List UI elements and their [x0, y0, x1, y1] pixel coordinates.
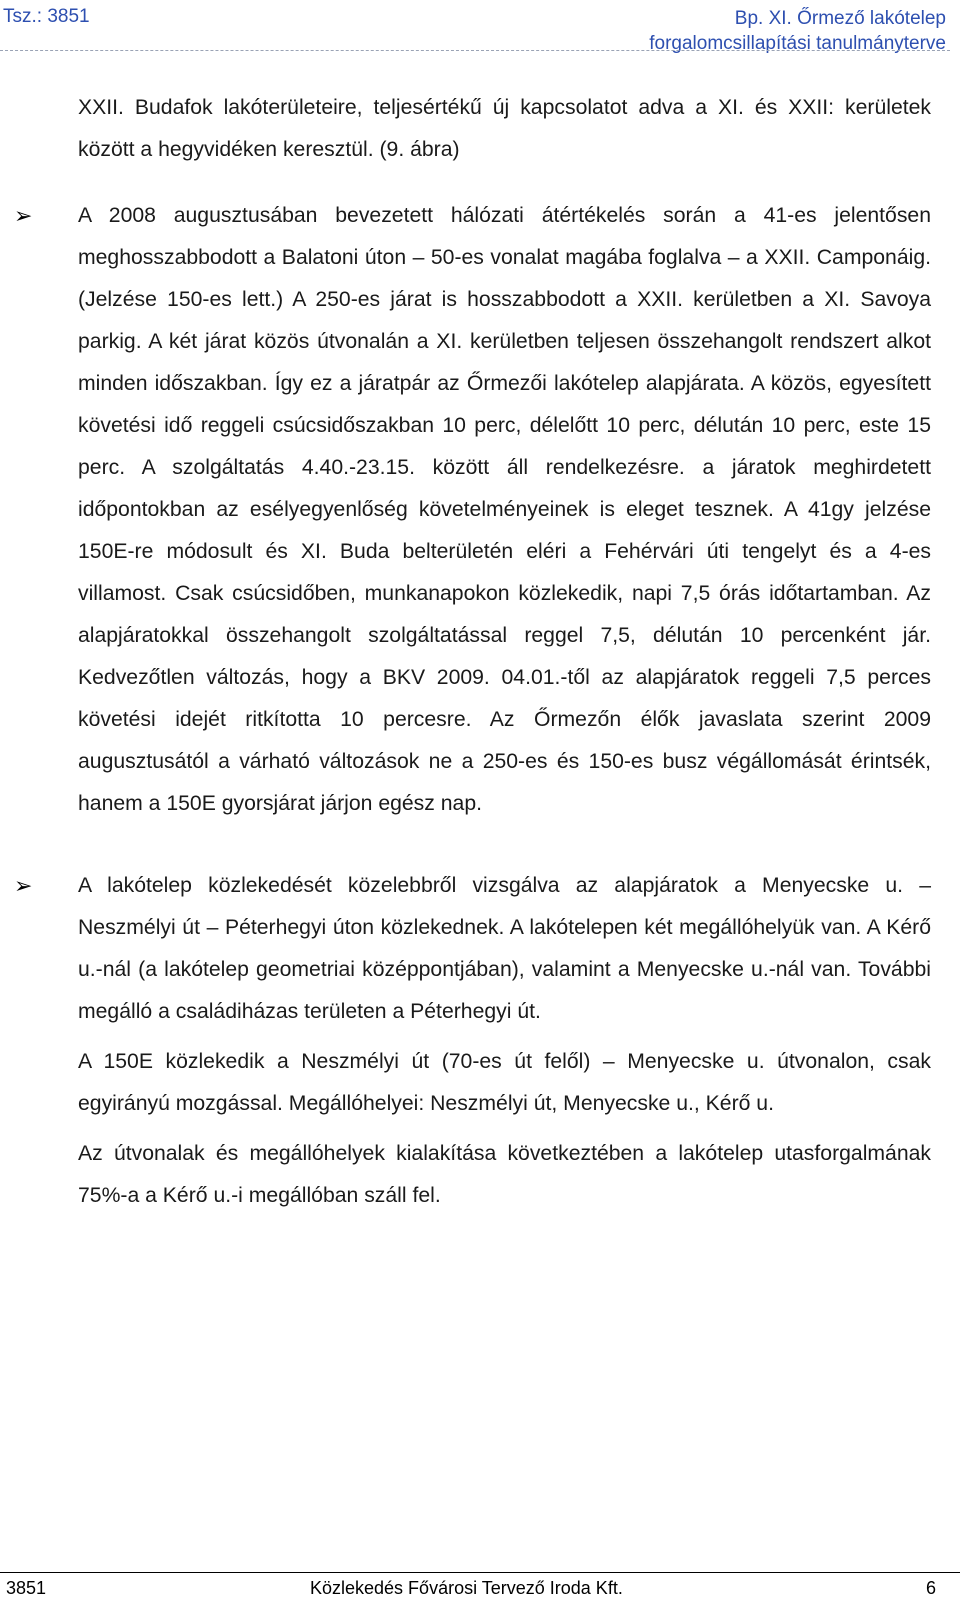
intro-paragraph: XXII. Budafok lakóterületeire, teljesértékű új kapcsolatot adva a XI. és XXII: kerületek között a hegyvidéken keresztül. (9. ábra) — [78, 96, 931, 161]
page-footer — [0, 1572, 960, 1604]
bullet-paragraph-2: A lakótelep közlekedését közelebbről vizsgálva az alapjáratok a Menyecske u. – Neszmélyi út – Péterhegyi úton közlekednek. A lakótelepen két megállóhelyük van. A Kérő u.-nál (a lakótelep geometriai középpontjában), valamint a Menyecske u.-nál van. További megálló a családiházas területen a Péterhegyi út. — [78, 874, 931, 1023]
document-title-line1: Bp. XI. Őrmező lakótelep — [734, 8, 946, 29]
arrow-bullet-icon: ➢ — [14, 873, 33, 898]
document-number: Tsz.: 3851 — [3, 6, 90, 27]
document-title — [649, 6, 946, 56]
bullet-item-2 — [14, 865, 931, 1033]
page-number: 6 — [925, 1578, 936, 1598]
paragraph-150e-route: A 150E közlekedik a Neszmélyi út (70-es út felől) – Menyecske u. útvonalon, csak egyirányú mozgással. Megállóhelyei: Neszmélyi út, Menyecske u., Kérő u. — [78, 1050, 931, 1115]
document-title-line2: forgalomcsillapítási tanulmányterve — [649, 33, 946, 54]
page-header — [0, 0, 960, 54]
footer-company-name: Közlekedés Fővárosi Tervező Iroda Kft. — [310, 1578, 623, 1598]
arrow-bullet-icon: ➢ — [14, 203, 33, 228]
bullet-item-1 — [14, 195, 931, 825]
page-body — [14, 87, 931, 1217]
bullet-paragraph-1: A 2008 augusztusában bevezetett hálózati átértékelés során a 41-es jelentősen meghosszabbodott a Balatoni úton – 50-es vonalat magába foglalva – a XXII. Camponáig. (Jelzése 150-es lett.) A 250-es járat is hosszabbodott a XXII. kerületben a XI. Savoya parkig. A két járat közös útvonalán a XI. kerületben teljesen összehangolt rendszert alkot minden időszakban. Így ez a járatpár az Őrmezői lakótelep alapjárata. A közös, egyesített követési idő reggeli csúcsidőszakban 10 perc, délelőtt 10 perc, délután 10 perc, este 15 perc. A szolgáltatás 4.40.-23.15. között áll rendelkezésre. a járatok meghirdetett időpontokban az esélyegyenlőség követelményeinek is eleget tesznek. A 41gy jelzése 150E-re módosult és XI. Buda belterületén eléri a Fehérvári úti tengelyt és a 4-es villamost. Csak csúcsidőben, munkanapokon közlekedik, napi 7,5 órás időtartamban. Az alapjáratokkal összehangolt szolgáltatással reggel 7,5, délután 10 percenként jár. Kedvezőtlen változás, hogy a BKV 2009. 04.01.-től az alapjáratok reggeli 7,5 perces követési idejét ritkította 10 percesre. Az Őrmezőn élők javaslata szerint 2009 augusztusától a várható változások ne a 250-es és 150-es busz végállomását érintsék, hanem a 150E gyorsjárat járjon egész nap. — [78, 204, 931, 815]
header-divider — [0, 50, 950, 51]
footer-document-number: 3851 — [6, 1578, 47, 1598]
paragraph-ridership: Az útvonalak és megállóhelyek kialakítása következtében a lakótelep utasforgalmának 75%-a a Kérő u.-i megállóban száll fel. — [78, 1142, 931, 1207]
